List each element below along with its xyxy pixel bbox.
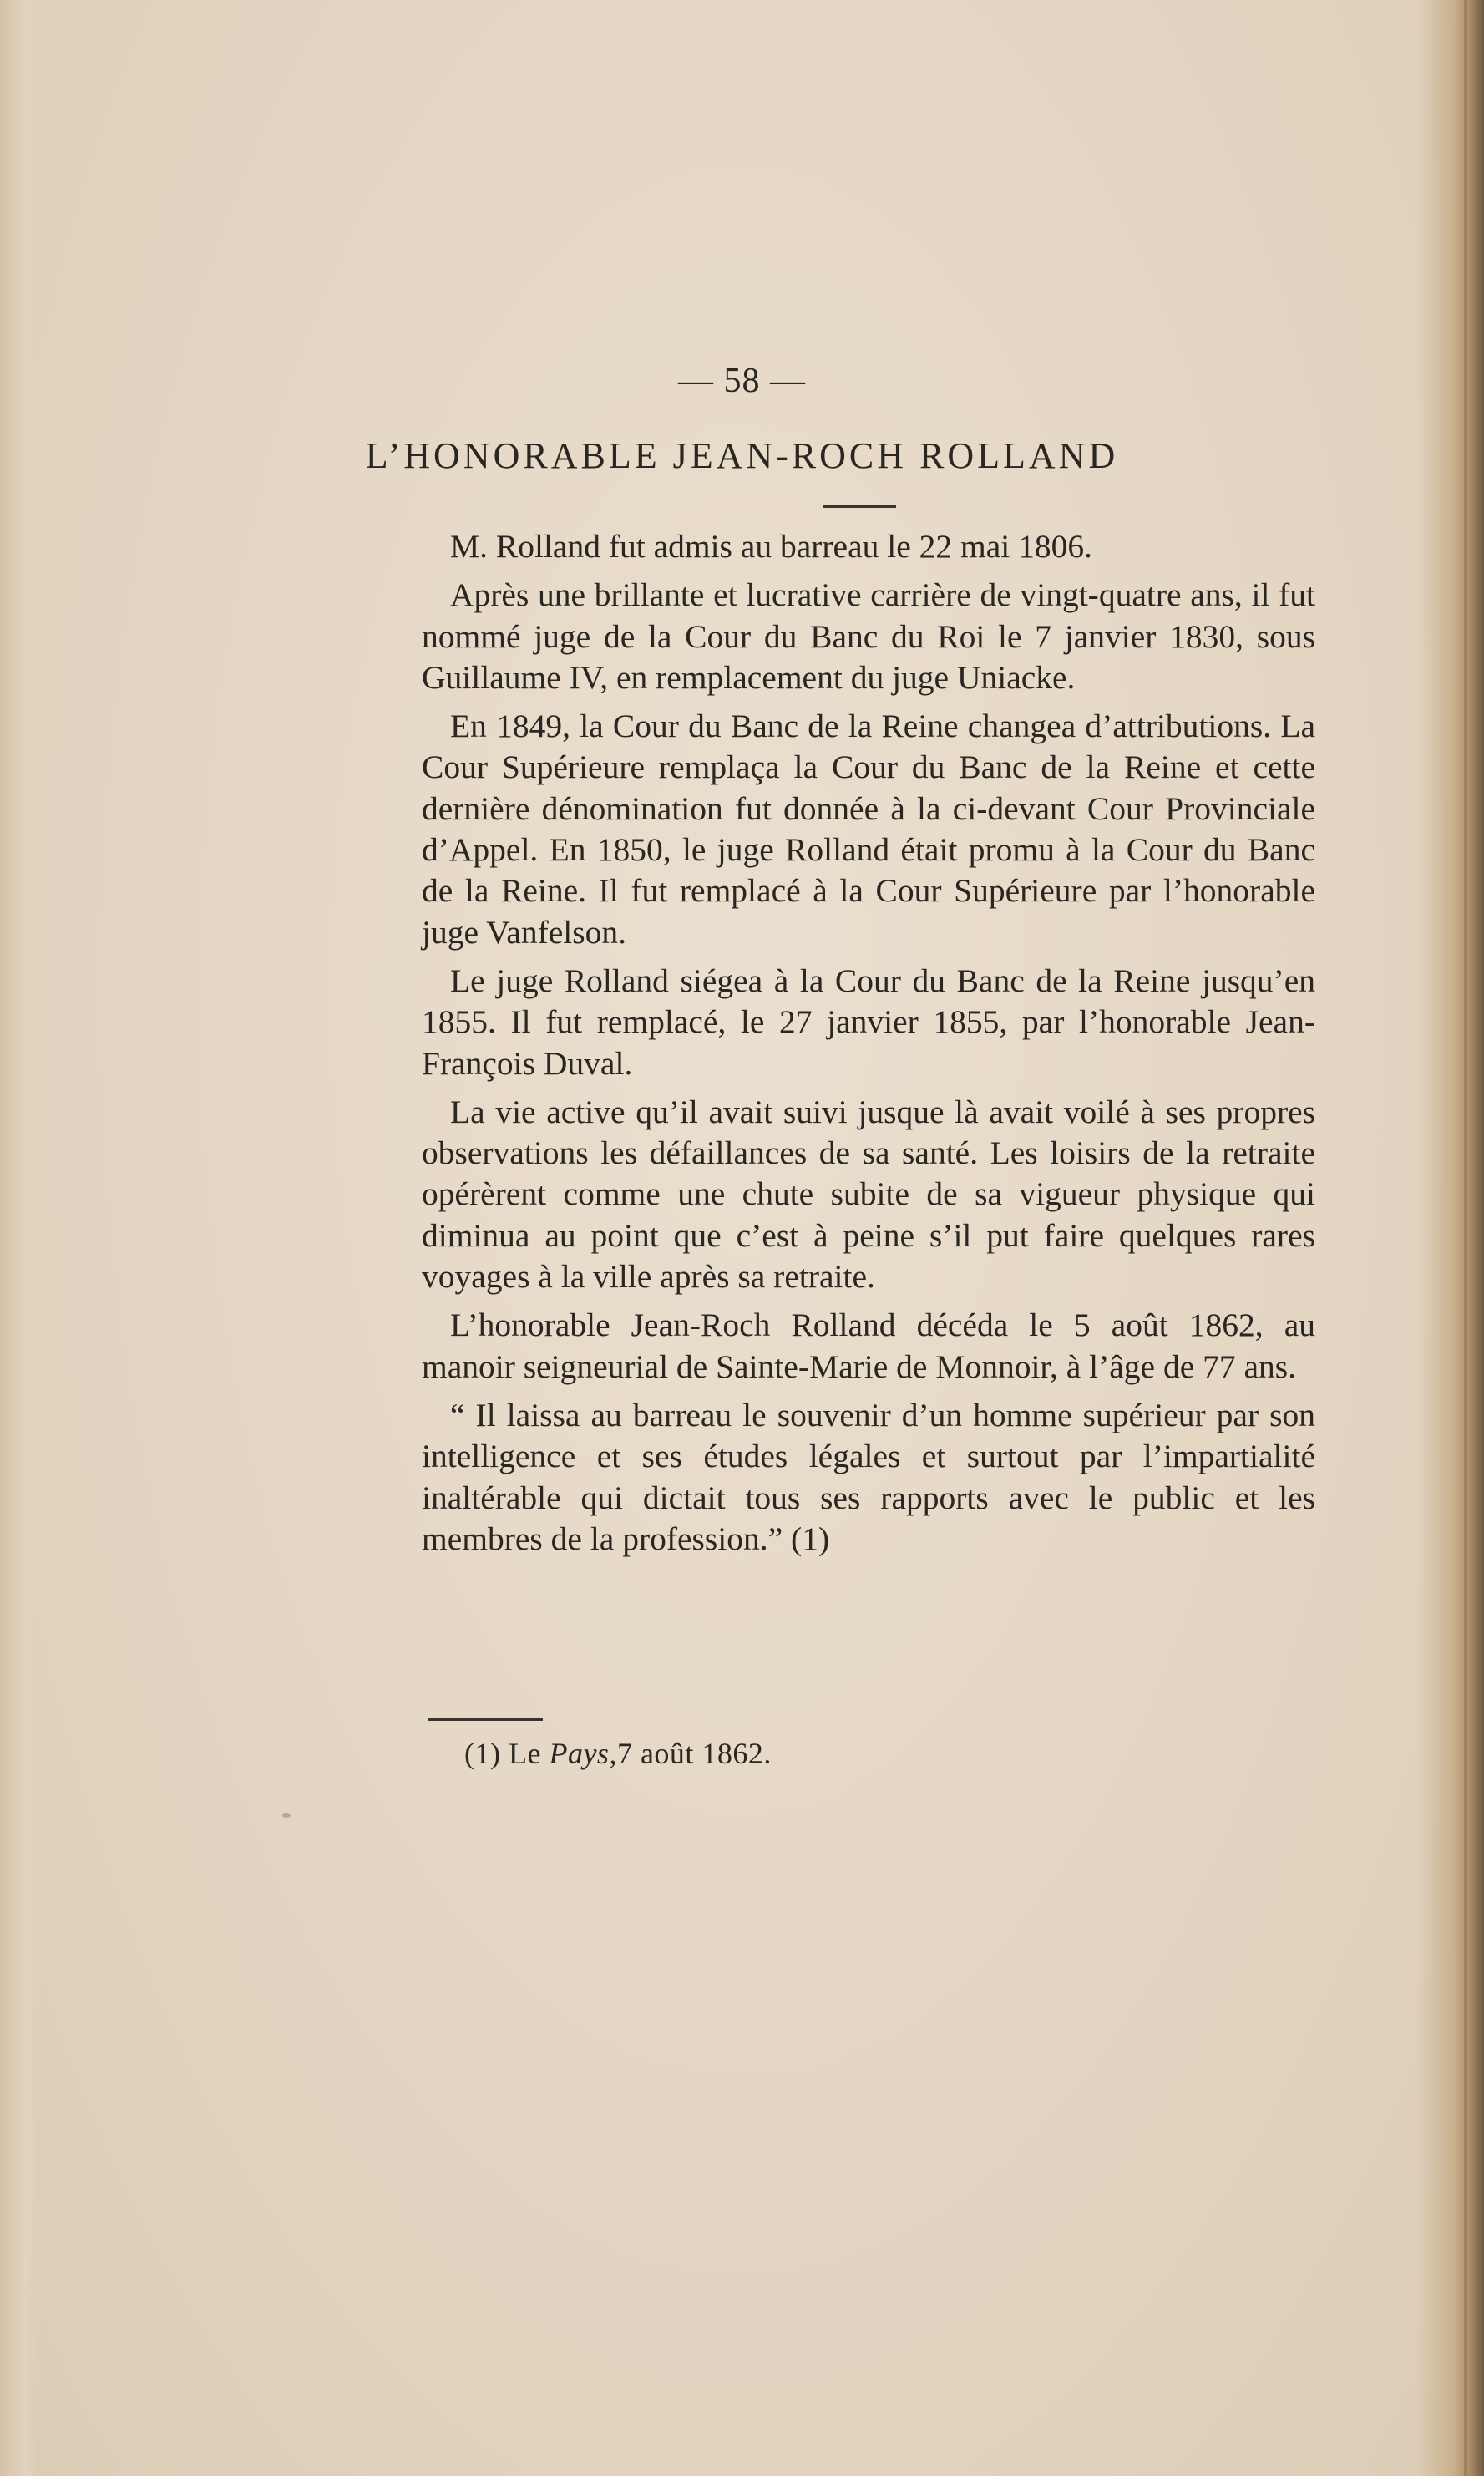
title-rule	[823, 505, 896, 508]
footnote-source: Pays,	[549, 1737, 617, 1770]
footnote-prefix: Le	[508, 1737, 541, 1770]
footnote	[464, 1736, 772, 1771]
page-number: — 58 —	[678, 362, 806, 400]
paragraph: M. Rolland fut admis au barreau le 22 mai 1806.	[450, 528, 1092, 565]
footnote-marker: (1)	[464, 1737, 501, 1770]
chapter-title: L’HONORABLE JEAN-ROCH ROLLAND	[365, 435, 1119, 476]
paragraph: Le juge Rolland siégea à la Cour du Banc de la Reine jusqu’en 1855. Il fut remplacé, le 27 janvier 1855, par l’honorable Jean-François Duval.	[422, 961, 1315, 1082]
paragraph: Après une brillante et lucrative carrière de vingt-quatre ans, il fut nommé juge de la Cour du Banc du Roi le 7 janvier 1830, sous Guillaume IV, en remplacement du juge Uniacke.	[422, 576, 1315, 696]
footnote-rule	[428, 1718, 543, 1721]
paragraph: “ Il laissa au barreau le souvenir d’un homme supérieur par son intelligence et ses études légales et surtout par l’impartialité inaltérable qui dictait tous ses rapports avec le public et les membres de la profession.” (1)	[422, 1396, 1315, 1557]
body-text	[422, 526, 1315, 1567]
paper-speck	[282, 1813, 291, 1818]
footnote-date: 7 août 1862.	[616, 1737, 772, 1770]
paragraph: La vie active qu’il avait suivi jusque là avait voilé à ses propres observations les défaillances de sa santé. Les loisirs de la retraite opérèrent comme une chute subite de sa vigueur physique qui diminua au point que c’est à peine s’il put faire quelques rares voyages à la ville après sa retraite.	[422, 1093, 1315, 1296]
paragraph: En 1849, la Cour du Banc de la Reine changea d’attributions. La Cour Supérieure remplaça la Cour du Banc de la Reine et cette dernière dénomination fut donnée à la ci-devant Cour Provinciale d’Appel. En 1850, le juge Rolland était promu à la Cour du Banc de la Reine. Il fut remplacé à la Cour Supérieure par l’honorable juge Vanfelson.	[422, 708, 1315, 951]
paragraph: L’honorable Jean-Roch Rolland décéda le 5 août 1862, au manoir seigneurial de Sainte-Marie de Monnoir, à l’âge de 77 ans.	[422, 1306, 1315, 1385]
